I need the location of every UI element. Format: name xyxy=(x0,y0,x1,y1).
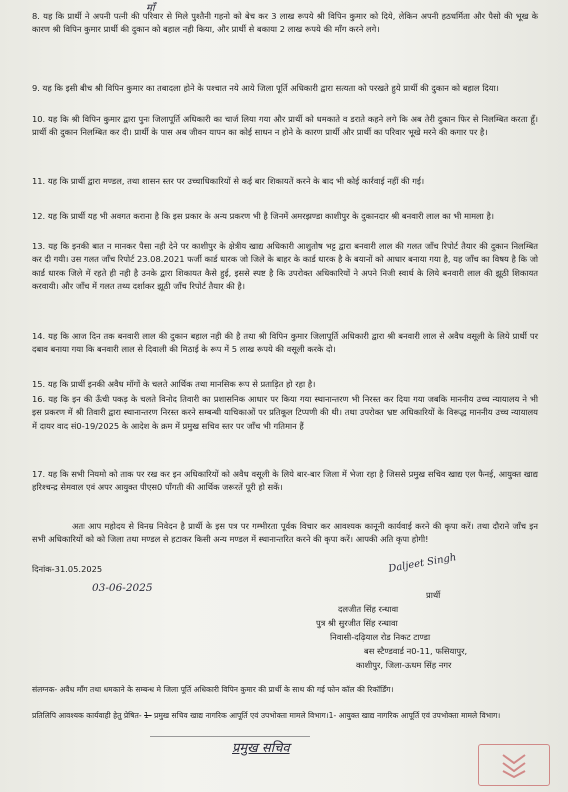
paragraph-11: 11. यह कि प्रार्थी द्वारा मण्डल, तथा शासन स्तर पर उच्चाधिकारियों से कई बार शिकायतें करने के बाद भी कोई कार्रवाई नहीं की गई। xyxy=(32,176,425,186)
sig-address-2: बस स्टैण्डवार्ड न0-11, फसियापुर, xyxy=(364,646,468,656)
handwritten-note: प्रमुख सचिव xyxy=(232,741,290,756)
divider-line xyxy=(150,736,310,737)
paragraph-15: 15. यह कि प्रार्थी इनकी अवैध मॉगों के चलते आर्थिक तथा मानसिक रूप से प्रताड़ित हो रहा है। xyxy=(32,379,316,389)
sig-address-1: निवासी-दढ़ियाल रोड निकट टाण्डा xyxy=(330,632,431,642)
paragraph-17: 17. यह कि सभी नियमो को ताक पर रख कर इन अधिकारियों को अवैध वसूली के लिये बार-बार जिला में भेजा रहा है जिससे प्रमुख सचिव खाद्य एल फैनई, आयुक्त खाद्य हरिश्चन्द्र सेमवाल एवं अपर आयुक्त पीएस0 पाँगती की आर्थिक जरूरतें पूरी हो सकें। xyxy=(32,469,538,493)
sig-name: दलजीत सिंह रन्धावा xyxy=(338,604,399,614)
handwritten-signature: Daljeet Singh xyxy=(387,552,458,575)
emblem-icon xyxy=(499,749,529,779)
paragraph-12: 12. यह कि प्रार्थी यह भी अवगत कराना है कि इस प्रकार के अन्य प्रकरण भी है जिनमें अमरझण्डा काशीपुर के दुकानदार श्री बनवारी लाल का भी मामला है। xyxy=(32,211,495,221)
copy-prefix: प्रतिलिपि आवश्यक कार्यवाही हेतु प्रेषित- xyxy=(32,711,142,720)
paragraph-9: 9. यह कि इसी बीच श्री विपिन कुमार का तबादला होने के पश्चात नये आये जिला पूर्ति अधिकारी द्वारा सत्यता को परखते हुये प्रार्थी की दुकान को बहाल दिया। xyxy=(32,83,499,93)
office-stamp xyxy=(478,744,550,786)
copy-struck-number: 1- xyxy=(144,711,152,720)
paragraph-13: 13. यह कि इनकी बात न मानकर पैसा नही देने पर काशीपुर के क्षेत्रीय खाद्य अधिकारी आशुतोष भट्ट द्वारा बनवारी लाल की गलत जाँच रिपोर्ट तैयार की दुकान निलम्बित कर दी गयी। उस गलत जाँच रिपोर्ट 23.08.2021 फर्जी कार्ड धारक जो जिले के बाहर के कार्ड धारक है के बयानों को आधार बनाया गया है, यह जाँच का विषय है कि जो कार्ड धारक जिले में रहते ही नही है उनके द्वारा शिकायत कैसे हुई, इससे स्पष्ट है कि उपरोक्त अधिकारियों ने अपने निजी स्वार्थ के लिये बनवारी लाल की झूठी शिकायत करवायी। और जाँच में गलत तथ्य दर्शाकर झूठी जाँच रिपोर्ट तैयार की है। xyxy=(32,241,538,292)
enclosure-note: संलग्नक- अवैध माँग तथा धमकाने के सम्बन्ध मे जिला पूर्ति अधिकारी विपिन कुमार की प्रार्थी के साथ की गई फोन कॉल की रिकॉर्डिंग। xyxy=(32,685,394,694)
sig-address-3: काशीपुर, जिला-ऊधम सिंह नगर xyxy=(356,660,452,670)
signature-block xyxy=(300,588,540,672)
paragraph-10: 10. यह कि श्री विपिन कुमार द्वारा पुनः जिलापूर्ति अधिकारी का चार्ज लिया गया और प्रार्थी को धमकाते व डराते कहने लगे कि अब तेरी दुकान फिर से निलम्बित करता हूँ। प्रार्थी की दुकान निलम्बित कर दी। प्रार्थी के पास अब जीवन यापन का कोई साधन न होने के कारण प्रार्थी और प्रार्थी का परिवार भूखे मरने की कगार पर है। xyxy=(32,114,538,138)
paragraph-14: 14. यह कि आज दिन तक बनवारी लाल की दुकान बहाल नही की है तथा श्री विपिन कुमार जिलापूर्ति अधिकारी द्वारा श्री बनवारी लाल से अवैध वसूली के लिये प्रार्थी पर दबाव बनाया गया कि बनवारी लाल से दिवाली की मिठाई के रूप में 5 लाख रूपये की वसूली करके दो। xyxy=(32,331,538,355)
closing-paragraph: अतः आप महोदय से विनम्र निवेदन है प्रार्थी के इस पत्र पर गम्भीरता पूर्वक विचार कर आवश्यक कानूनी कार्यवाई करने की कृपा करें। तथा दौराने जाँच इन सभी अधिकारियों को को जिला तथा मण्डल से हटाकर किसी अन्य मण्डल में स्थानान्तरित करने की कृपा करें। आपकी अति कृपा होगी! xyxy=(32,521,538,545)
handwritten-date: 03-06-2025 xyxy=(92,582,153,594)
sig-title: प्रार्थी xyxy=(426,590,441,600)
date-line: दिनांक-31.05.2025 xyxy=(32,564,103,574)
copy-recipients: प्रमुख सचिव खाद्य नागरिक आपूर्ति एवं उपभोक्ता मामले विभाग।1- आयुक्त खाद्य नागरिक आपूर्ति एवं उपभोक्ता मामले विभाग। xyxy=(154,711,501,720)
insertion-mark: माँ xyxy=(146,3,155,14)
paragraph-8: 8. यह कि प्रार्थी ने अपनी पत्नी की परिवार से मिले पुश्तैनी गहनो को बेच कर 3 लाख रूपये श्री विपिन कुमार को दिये, लेकिन अपनी हठधर्मिता और पैसो की भूख के कारण श्री विपिन कुमार प्रार्थी की दुकान को बहाल नही किया, और प्रार्थी से बकाया 2 लाख रूपये की माँग करने लगे। xyxy=(32,11,538,35)
copy-distribution xyxy=(32,710,532,722)
paragraph-16: 16. यह कि इन की ऊँची पकड़ के चलते विनोद तिवारी का प्रशासनिक आधार पर किया गया स्थानान्तरण भी निरस्त कर दिया गया जबकि माननीय उच्च न्यायालय ने भी इस प्रकरण में श्री तिवारी द्वारा स्थानान्तरण निरस्त करने सम्बन्धी याचिकाओं पर प्रतिकूल टिप्पणी की थी। तथा उपरोक्त भ्रष्ट अधिकारियों के विरूद्ध माननीय उच्च न्यायालय में दायर वाद सं0-19/2025 के आदेश के क्रम में प्रमुख सचिव स्तर पर जाँच भी गतिमान हैं xyxy=(32,394,538,431)
sig-father: पुत्र श्री सुरजीत सिंह रन्धावा xyxy=(316,618,398,628)
